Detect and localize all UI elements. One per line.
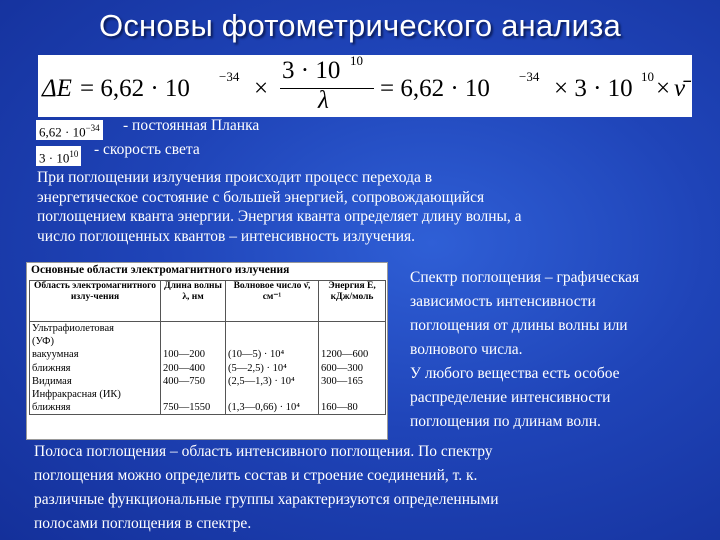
slide-title: Основы фотометрического анализа — [99, 8, 621, 43]
table-header-row — [30, 281, 386, 322]
formula-eq2: = 6,62 · 10 — [380, 75, 490, 102]
formula-eq1: = 6,62 · 10 — [80, 75, 190, 102]
table-row: Ультрафиолетовая (УФ) вакуумная ближняя Видимая Инфракрасная (ИК) ближняя 100—200 200—400 400—750 750—1550 (10—5) · 10⁴ (5—2,5) · 10⁴ (2,5—1,3) · 10⁴ (1,3—0,66) · 10⁴ 1200—600 600—300 300—165 160—80 — [30, 322, 386, 415]
formula-exp1: −34 — [219, 69, 240, 84]
planck-constant-label: - постоянная Планка — [123, 117, 260, 134]
formula-times3: × — [656, 75, 671, 102]
table-header-cell: Область электромагнитного излу-чения — [30, 281, 161, 322]
table-header-cell: Энергия E, кДж/моль — [319, 281, 386, 322]
formula-numerator: 3 · 10 — [282, 57, 341, 84]
light-speed-value: $3 \cdot 10^{10}$ — [36, 146, 81, 166]
formula-times2: × 3 · 10 — [554, 75, 633, 102]
planck-constant-value: $6,62 \cdot 10^{-34}$ — [36, 120, 103, 140]
energy-formula — [38, 55, 692, 117]
formula-delta-e: ΔE — [42, 75, 72, 102]
paragraph-spectrum: Спектр поглощения – графическая зависимость интенсивности поглощения от длины волны или волнового числа. У любого вещества есть особое распределение интенсивности поглощения по длинам волн. — [410, 269, 640, 430]
paragraph-absorption: При поглощении излучения происходит процесс перехода в энергетическое состояние с большей энергией, сопровождающийся поглощением кванта энергии. Энергия кванта определяет длину волны, а число поглощенных квантов – интенсивность излучения. — [37, 169, 522, 245]
formula-denominator: λ — [318, 87, 329, 114]
em-regions-table — [26, 262, 388, 440]
table-header-cell: Волновое число ν̄, см⁻¹ — [226, 281, 319, 322]
formula-exp3: 10 — [641, 69, 654, 84]
table-title: Основные области электромагнитного излучения — [31, 264, 290, 276]
formula-exp2: −34 — [519, 69, 540, 84]
formula-nu: ν̄ — [674, 75, 686, 102]
table — [29, 280, 386, 415]
formula-numerator-exp: 10 — [350, 53, 363, 68]
table-header-cell: Длина волны λ, нм — [161, 281, 226, 322]
light-speed-label: - скорость света — [94, 141, 200, 158]
paragraph-band: Полоса поглощения – область интенсивного поглощения. По спектру поглощения можно определить состав и строение соединений, т. к. различные функциональные группы характеризуются определенными полосами поглощения в спектре. — [34, 443, 499, 532]
formula-times1: × — [254, 75, 269, 102]
